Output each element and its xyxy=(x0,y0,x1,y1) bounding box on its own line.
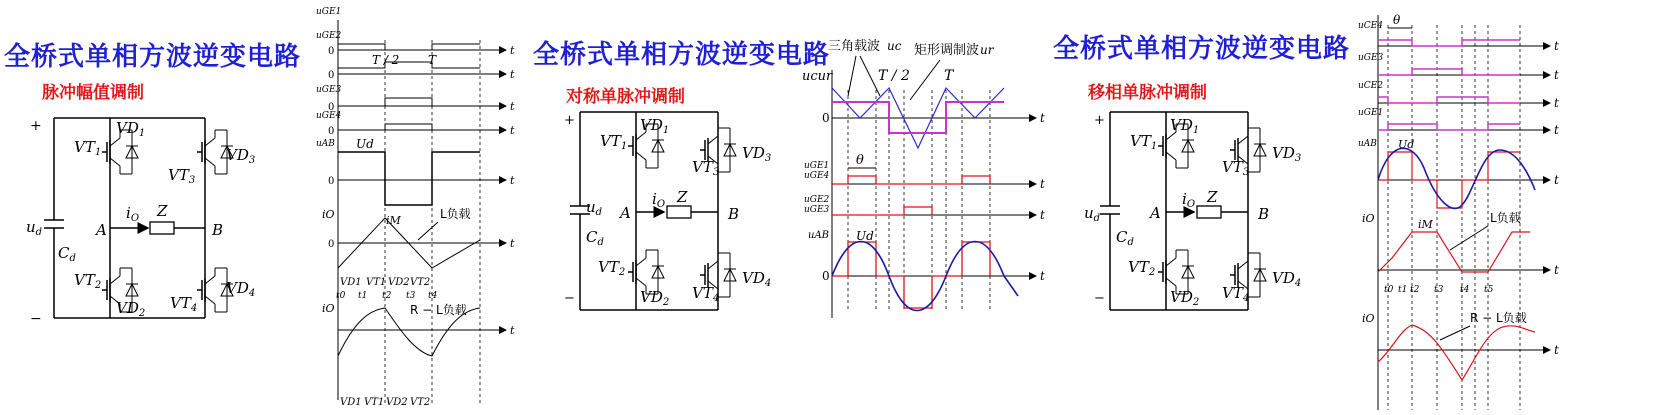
svg-text:t: t xyxy=(1554,173,1559,187)
ud-sub: d xyxy=(35,227,43,238)
load-z-label: Z xyxy=(157,202,168,220)
svg-text:Cd xyxy=(58,244,76,264)
p1-uge3-label: uGE3 xyxy=(316,85,342,95)
p1-dev6: VT1 xyxy=(364,397,385,408)
p2-modulating-sym: ur xyxy=(980,43,994,57)
panel2-title: 全桥式单相方波逆变电路 xyxy=(533,40,831,70)
p3-ud: Ud xyxy=(1398,138,1415,151)
p3-t5: t5 xyxy=(1484,285,1494,295)
panel3-circuit xyxy=(1084,112,1301,310)
vt2-sub: 2 xyxy=(94,280,102,291)
p3-theta: θ xyxy=(1393,13,1401,27)
svg-text:t: t xyxy=(1554,96,1559,110)
svg-text:VD1: $VD_1$ xyxy=(1170,116,1200,136)
p2-ud: Ud xyxy=(856,229,874,243)
p3-uge1: uGE1 xyxy=(1358,108,1384,118)
p2-zero-1: 0 xyxy=(822,111,830,125)
vd2-sub: 2 xyxy=(138,308,146,319)
svg-text:VD3: $VD_3$ xyxy=(1272,144,1302,164)
svg-text:−: − xyxy=(564,291,575,306)
p2-uge3: uGE3 xyxy=(804,205,830,215)
p3-t4: t4 xyxy=(1460,285,1470,295)
p3-t2: t2 xyxy=(1410,285,1420,295)
panel1-axes xyxy=(328,44,515,337)
io-label: i xyxy=(126,204,131,222)
svg-text:VD2: $VD_2$ xyxy=(1170,288,1200,308)
panel3-subtitle: 移相单脉冲调制 xyxy=(1088,83,1207,103)
svg-text:VT1: $VT_1$ xyxy=(600,132,628,152)
p2-theta: θ xyxy=(856,153,864,168)
svg-text:VD4: $VD_4$ xyxy=(742,269,772,289)
p3-t0: t0 xyxy=(1384,285,1394,295)
vd2-label: VD xyxy=(116,299,139,317)
cd-sub: d xyxy=(69,253,76,264)
svg-text:B: B xyxy=(1258,205,1270,223)
p1-uab-label: uAB xyxy=(316,139,335,149)
vt2-label: VT xyxy=(74,271,95,289)
p2-uab: uAB xyxy=(808,230,830,241)
svg-text:VT1 xyxy=(74,138,101,158)
p1-t1: t1 xyxy=(358,291,368,301)
vt3-sub: 3 xyxy=(188,175,196,186)
p2-period: T xyxy=(944,68,954,84)
p1-t0: t0 xyxy=(336,291,346,301)
panel1-waveforms xyxy=(316,7,480,408)
p3-uab: uAB xyxy=(1358,139,1377,149)
vt1-label: VT xyxy=(74,138,95,156)
p1-half-period-label: T / 2 xyxy=(372,53,400,67)
p3-uce2: uCE2 xyxy=(1358,81,1383,91)
svg-text:t: t xyxy=(510,44,515,57)
vd1-label: VD xyxy=(116,119,139,137)
p3-t1: t1 xyxy=(1398,285,1408,295)
svg-text:iO xyxy=(126,204,139,224)
p1-t2: t2 xyxy=(382,291,392,301)
p3-io: iO xyxy=(1362,212,1375,225)
p2-uge1: uGE1 xyxy=(804,161,830,171)
panel2-waveforms xyxy=(802,38,1045,318)
panel1-circuit xyxy=(26,118,255,327)
svg-text:t: t xyxy=(1554,123,1559,137)
svg-text:t: t xyxy=(510,324,515,337)
ud-label: u xyxy=(26,218,36,236)
p1-l-load-label: L负载 xyxy=(440,207,471,221)
p1-dev5: VD1 xyxy=(340,397,362,408)
p3-uge3: uGE3 xyxy=(1358,53,1384,63)
svg-text:t: t xyxy=(1554,68,1559,82)
svg-text:+: + xyxy=(564,113,575,128)
svg-text:VT4: $VT_4$ xyxy=(1222,284,1250,304)
p3-uce4: uCE4 xyxy=(1358,21,1383,31)
svg-text:VD1 xyxy=(116,119,145,139)
svg-text:VD1: $VD_1$ xyxy=(640,116,670,136)
vd4-sub: 4 xyxy=(248,288,256,299)
svg-text:A: A xyxy=(620,204,631,222)
p1-period-label: T xyxy=(428,53,437,67)
svg-text:t: t xyxy=(510,174,515,187)
minus-label: − xyxy=(30,311,42,327)
p3-io2: iO xyxy=(1362,312,1375,325)
svg-text:VD4: $VD_4$ xyxy=(1272,269,1302,289)
svg-text:VT2: $VT_2$ xyxy=(1128,258,1156,278)
svg-text:iO: $i_O$ xyxy=(1182,190,1196,210)
svg-text:iO: $i_O$ xyxy=(652,190,666,210)
svg-text:t: t xyxy=(510,68,515,81)
svg-text:VD4 xyxy=(226,279,255,299)
p1-dev3: VD2 xyxy=(388,277,410,288)
svg-text:0: 0 xyxy=(328,70,335,81)
panel2-subtitle: 对称单脉冲调制 xyxy=(566,87,685,107)
p3-t3: t3 xyxy=(1434,285,1444,295)
svg-text:t: t xyxy=(1554,263,1559,277)
p2-axis-label: ucur xyxy=(802,69,833,84)
svg-text:0: 0 xyxy=(328,239,335,250)
svg-text:VT4: $VT_4$ xyxy=(692,284,720,304)
svg-text:t: t xyxy=(1040,269,1045,283)
p1-uge2-label: uGE2 xyxy=(316,31,342,41)
svg-text:VT3: $VT_3$ xyxy=(692,158,720,178)
panel3-waveforms xyxy=(1358,13,1559,410)
svg-text:VT2 xyxy=(74,271,101,291)
svg-text:VD2: $VD_2$ xyxy=(640,288,670,308)
svg-text:0: 0 xyxy=(328,46,335,57)
p3-rl-load: R − L负载 xyxy=(1470,311,1527,325)
p3-l-load: L负载 xyxy=(1490,211,1521,225)
p1-dev2: VT1 xyxy=(366,277,387,288)
p2-uge2: uGE2 xyxy=(804,195,830,205)
svg-text:t: t xyxy=(1040,177,1045,191)
p1-dev1: VD1 xyxy=(340,277,362,288)
panel1-title: 全桥式单相方波逆变电路 xyxy=(4,42,302,72)
p2-t-1: t xyxy=(1040,111,1045,125)
svg-text:VT3 xyxy=(168,166,195,186)
io-sub: O xyxy=(130,213,140,224)
p1-uge1-label: uGE1 xyxy=(316,7,342,17)
svg-text:Cd: $C_d$ xyxy=(1116,228,1134,248)
svg-text:Cd: $C_d$ xyxy=(586,228,604,248)
p1-io-label: iO xyxy=(322,208,335,221)
svg-text:+: + xyxy=(1094,113,1105,128)
svg-text:VD2 xyxy=(116,299,145,319)
vd1-sub: 1 xyxy=(138,128,146,139)
p2-half-period: T / 2 xyxy=(878,68,910,84)
svg-text:0: 0 xyxy=(328,176,335,187)
p2-carrier-label: 三角载波 xyxy=(828,39,881,54)
vt4-sub: 4 xyxy=(190,303,198,314)
svg-text:Z: Z xyxy=(677,188,688,206)
p1-t4: t4 xyxy=(428,291,438,301)
svg-text:ud: $u_d$ xyxy=(1084,204,1101,224)
p1-t3: t3 xyxy=(406,291,416,301)
p2-carrier-sym: uc xyxy=(887,39,902,53)
p1-dev8: VT2 xyxy=(410,397,431,408)
svg-text:t: t xyxy=(1040,208,1045,222)
svg-text:−: − xyxy=(1094,291,1105,306)
panel1-subtitle: 脉冲幅值调制 xyxy=(42,83,144,103)
vd4-label: VD xyxy=(226,279,249,297)
svg-text:0: 0 xyxy=(822,269,830,283)
svg-text:B: B xyxy=(728,205,740,223)
node-a-label: A xyxy=(96,221,107,239)
p1-dev7: VD2 xyxy=(386,397,408,408)
p2-modulating-label: 矩形调制波 xyxy=(914,43,980,58)
svg-text:Z: Z xyxy=(1207,188,1218,206)
svg-text:t: t xyxy=(510,237,515,250)
p3-im: iM xyxy=(1418,218,1433,231)
p1-rl-load-label: R − L负载 xyxy=(410,303,467,317)
svg-text:t: t xyxy=(1554,343,1559,357)
p2-uge4: uGE4 xyxy=(804,171,830,181)
cd-label: C xyxy=(58,244,70,262)
p1-uge4-label: uGE4 xyxy=(316,111,342,121)
load-z-icon xyxy=(150,222,174,234)
svg-text:VD3 xyxy=(226,146,255,166)
plus-label: + xyxy=(30,118,42,134)
p1-dev4: VT2 xyxy=(410,277,431,288)
svg-text:ud: $u_d$ xyxy=(586,198,603,218)
svg-text:ud xyxy=(26,218,42,238)
svg-text:0: 0 xyxy=(328,126,335,137)
svg-text:VT1: $VT_1$ xyxy=(1130,132,1158,152)
svg-text:t: t xyxy=(510,100,515,113)
vd3-sub: 3 xyxy=(248,155,256,166)
svg-text:t: t xyxy=(510,124,515,137)
svg-text:VD3: $VD_3$ xyxy=(742,144,772,164)
vt4-label: VT xyxy=(170,294,191,312)
svg-text:0: 0 xyxy=(328,102,335,113)
panel2-circuit xyxy=(564,112,771,310)
svg-text:VT3: $VT_3$ xyxy=(1222,158,1250,178)
vt1-sub: 1 xyxy=(94,147,102,158)
p1-ud-label: Ud xyxy=(356,137,374,151)
vt3-label: VT xyxy=(168,166,189,184)
node-b-label: B xyxy=(212,221,224,239)
svg-text:A: A xyxy=(1150,204,1161,222)
p1-im-label: iM xyxy=(386,214,401,227)
vd3-label: VD xyxy=(226,146,249,164)
svg-text:VT4 xyxy=(170,294,197,314)
p1-io2-label: iO xyxy=(322,302,335,315)
svg-text:VT2: $VT_2$ xyxy=(598,258,626,278)
panel3-title: 全桥式单相方波逆变电路 xyxy=(1053,34,1351,64)
svg-text:t: t xyxy=(1554,39,1559,53)
